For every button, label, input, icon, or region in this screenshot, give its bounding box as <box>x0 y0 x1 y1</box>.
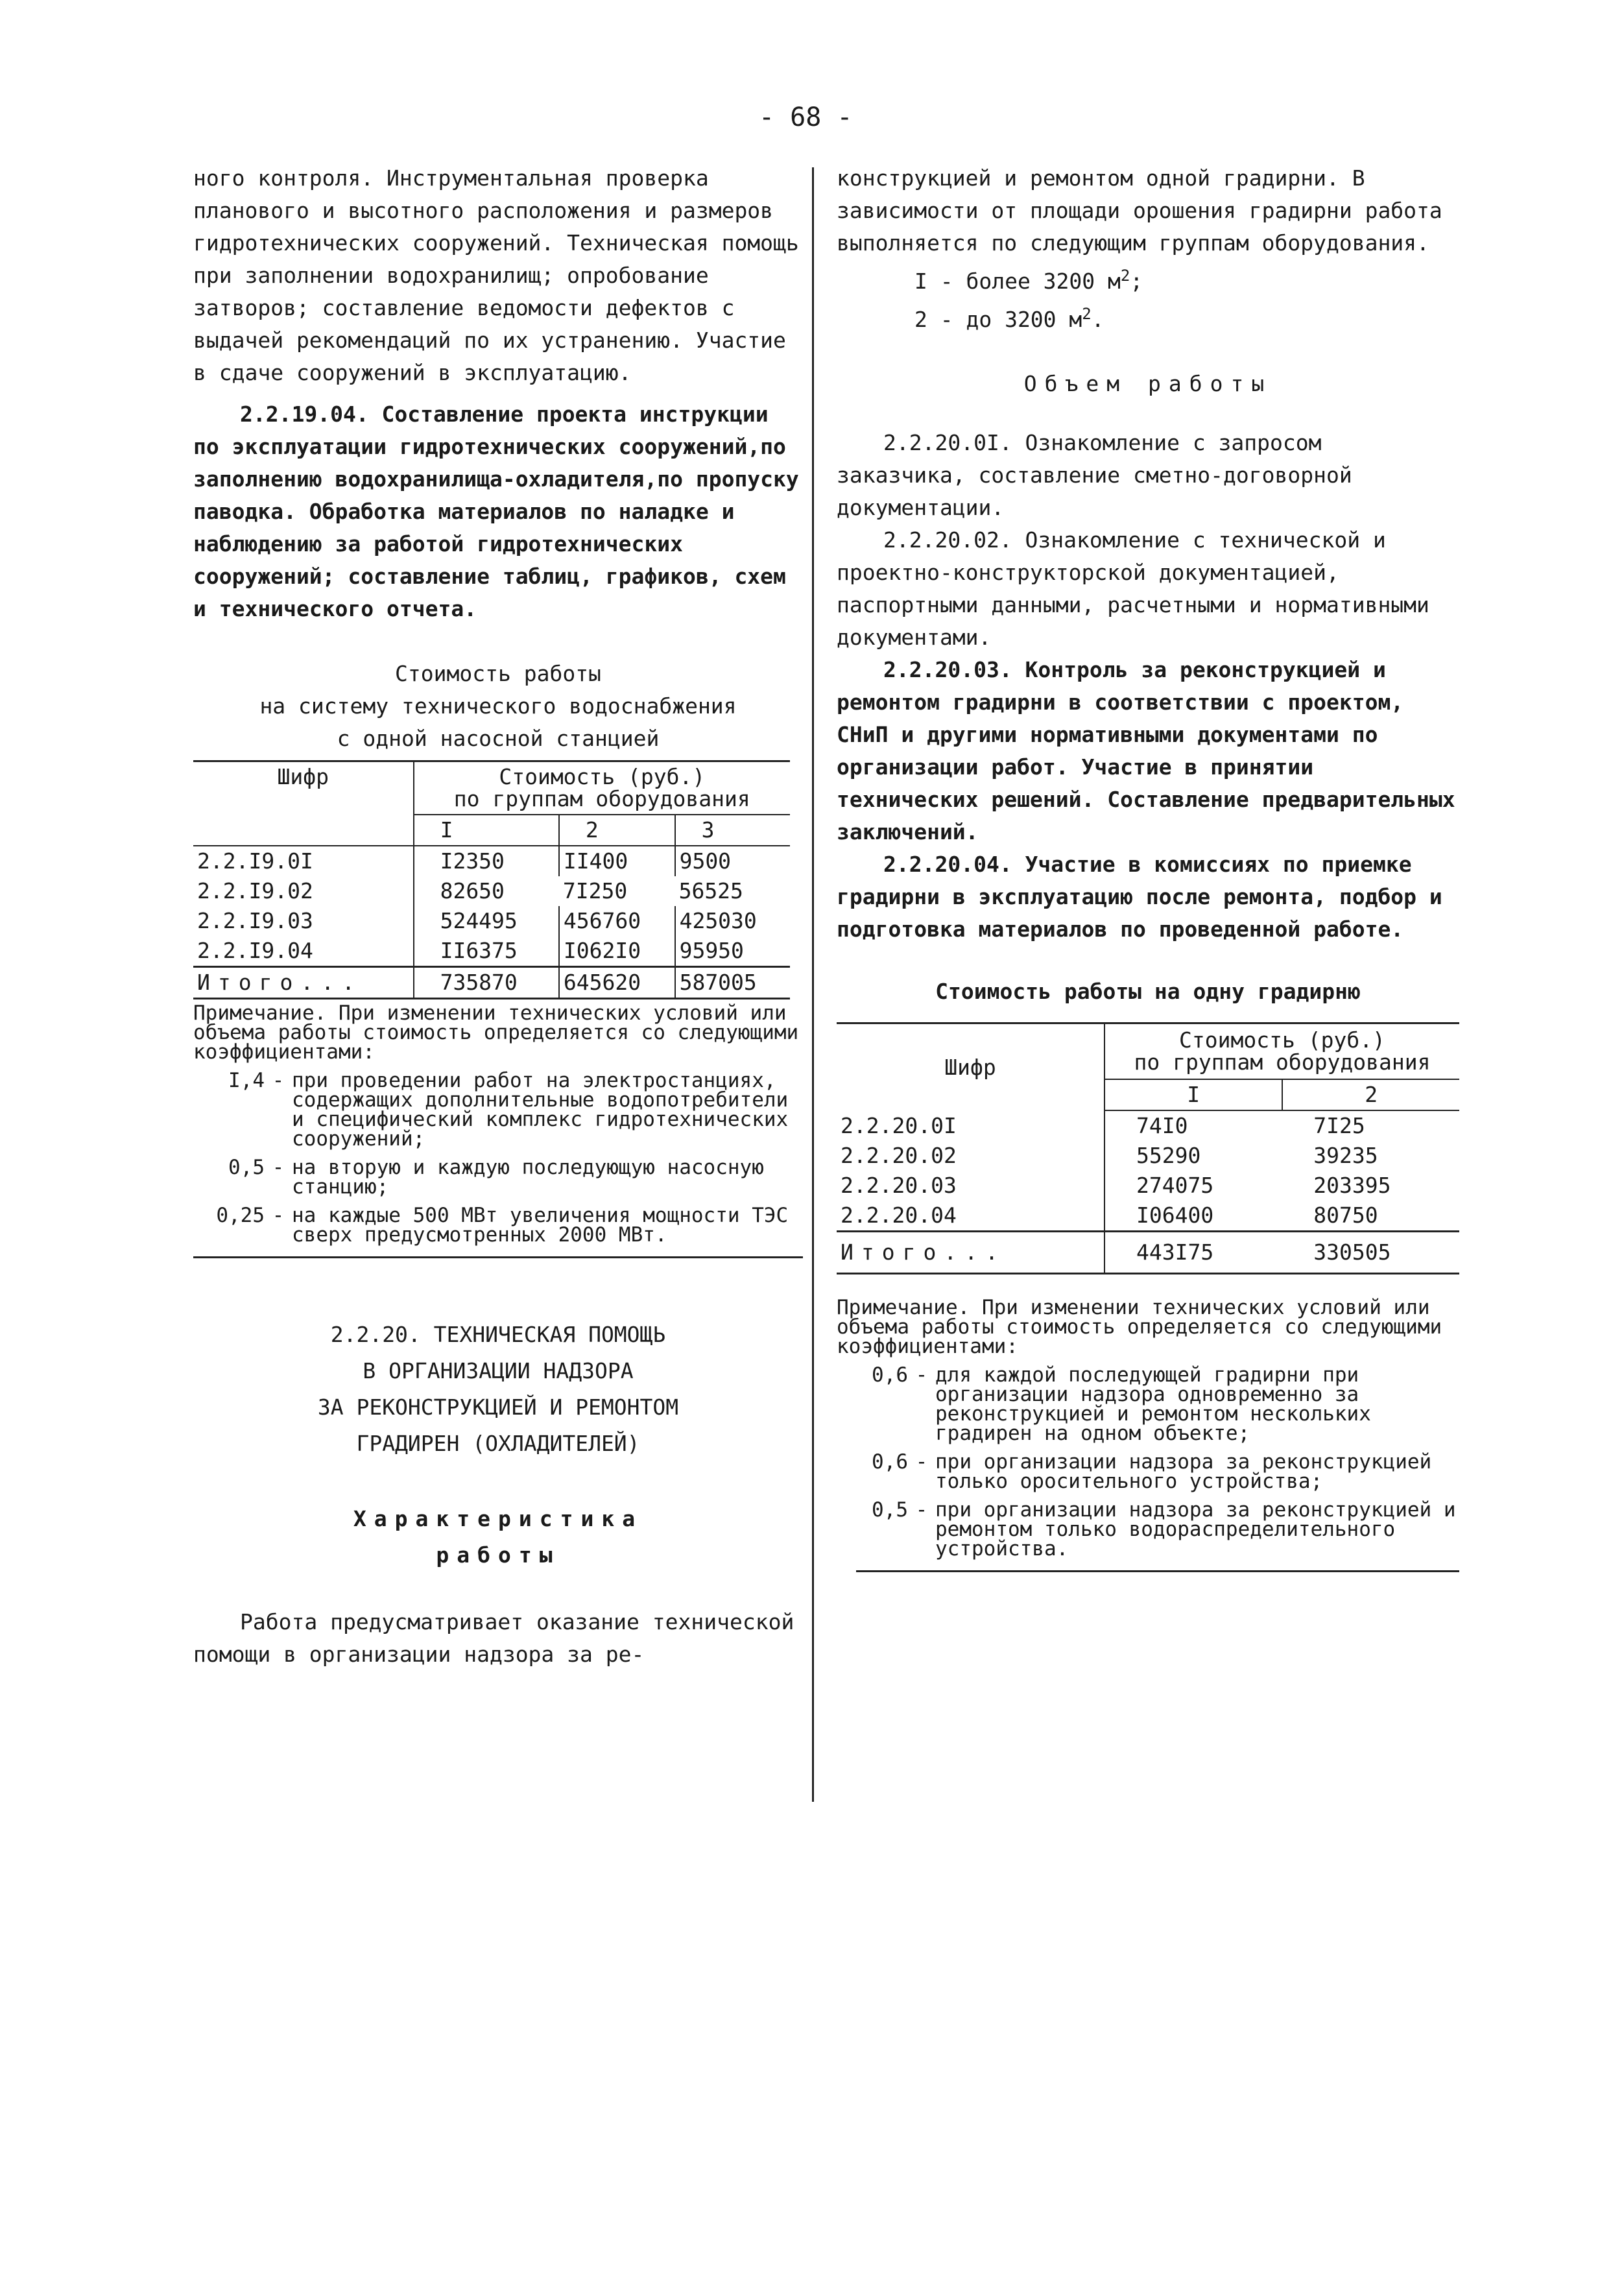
cost-table-pumping <box>193 760 790 999</box>
row-code: 2.2.20.02 <box>837 1141 1105 1171</box>
group-header: 3 <box>675 815 790 846</box>
total-label: Итого... <box>837 1232 1105 1274</box>
row-code: 2.2.20.03 <box>837 1171 1105 1201</box>
table-caption-1 <box>193 658 803 755</box>
note-item: 0,6 - для каждой последующей градирни при организации надзора одновременно за реконструкцией и ремонтом нескольких градирен на одном объекте; <box>837 1365 1459 1443</box>
heading-line: работы <box>436 1542 560 1568</box>
paragraph-continuation: конструкцией и ремонтом одной градирни. В зависимости от площади орошения градирни работа выполняется по следующим группам оборудования. <box>837 165 1442 256</box>
note-rule <box>856 1570 1459 1572</box>
row-value: II400 <box>559 846 675 876</box>
group-text: I - более 3200 м <box>914 269 1121 294</box>
section-title-line: 2.2.20. ТЕХНИЧЕСКАЯ ПОМОЩЬ <box>330 1322 666 1347</box>
paragraph-2-2-19-04: 2.2.19.04. Составление проекта инструкции по эксплуатации гидротехнических сооружений,по заполнению водохранилища-охладителя,по пропуску паводка. Обработка материалов по наладке и наблюдению за работой гидротехнических сооружений; составление таблиц, графиков, схем и технического отчета. <box>193 401 799 621</box>
coefficient: 0,5 <box>228 1156 265 1179</box>
note-item: 0,5 - на вторую и каждую последующую насосную станцию; <box>193 1158 803 1197</box>
row-value: 80750 <box>1313 1202 1378 1228</box>
row-value: I062I0 <box>559 936 675 967</box>
section-title <box>193 1317 803 1462</box>
row-value: 74I0 <box>1136 1113 1188 1138</box>
header-cost-line2: по группам оборудования <box>1134 1049 1431 1075</box>
table-total-row <box>193 967 790 999</box>
total-value: 735870 <box>414 967 559 999</box>
group-text: 2 - до 3200 м <box>914 307 1082 332</box>
row-value: 55290 <box>1136 1143 1201 1168</box>
note-item: 0,25 - на каждые 500 МВт увеличения мощности ТЭС сверх предусмотренных 2000 МВт. <box>193 1206 803 1245</box>
note-text: при организации надзора за реконструкцией и ремонтом только водораспределительного устройства. <box>935 1498 1456 1561</box>
group-line-1 <box>837 259 1459 298</box>
header-cost <box>414 761 790 815</box>
row-value: 7I250 <box>562 878 628 903</box>
coefficient: 0,6 <box>872 1450 908 1474</box>
group-text-end: ; <box>1130 269 1143 294</box>
row-value: 56525 <box>678 878 743 903</box>
total-value: 645620 <box>559 967 675 999</box>
total-label: Итого... <box>193 967 414 999</box>
superscript: 2 <box>1120 267 1130 285</box>
row-value: II6375 <box>440 938 518 963</box>
row-value: I06400 <box>1136 1202 1214 1228</box>
total-value: 587005 <box>675 967 790 999</box>
group-text-end: . <box>1091 307 1105 332</box>
section-title-line: В ОРГАНИЗАЦИИ НАДЗОРА <box>363 1358 634 1383</box>
row-value: 425030 <box>679 908 757 933</box>
column-divider <box>812 167 814 1802</box>
note-item: I,4 - при проведении работ на электростанциях, содержащих дополнительные водопотребители и специфический комплекс гидротехнических сооружений; <box>193 1071 803 1149</box>
table-total-row <box>837 1232 1459 1274</box>
superscript: 2 <box>1082 305 1092 323</box>
row-value: 274075 <box>1136 1173 1214 1198</box>
header-cost-line2: по группам оборудования <box>453 786 750 811</box>
total-value: 330505 <box>1282 1232 1459 1274</box>
note-text: на каждые 500 МВт увеличения мощности ТЭС сверх предусмотренных 2000 МВт. <box>292 1204 789 1247</box>
paragraph-2-2-20-02: 2.2.20.02. Ознакомление с технической и проектно-конструкторской документацией, паспортными данными, расчетными и нормативными документами. <box>837 527 1429 650</box>
table-row <box>837 1201 1459 1232</box>
row-value: 7I25 <box>1313 1113 1365 1138</box>
caption-line: на систему технического водоснабжения <box>259 693 737 719</box>
section-title-line: ГРАДИРЕН (ОХЛАДИТЕЛЕЙ) <box>356 1431 640 1456</box>
group-header: 2 <box>1282 1079 1459 1110</box>
cost-table-cooling-tower <box>837 1022 1459 1274</box>
row-value: 524495 <box>440 908 518 933</box>
row-value: I2350 <box>414 846 559 876</box>
table-caption-2: Стоимость работы на одну градирню <box>935 979 1361 1004</box>
table-row <box>837 1171 1459 1201</box>
heading-line: Характеристика <box>353 1506 643 1531</box>
row-code: 2.2.I9.04 <box>193 936 414 967</box>
row-value: 9500 <box>675 846 790 876</box>
table-row <box>837 1141 1459 1171</box>
note-item: 0,5 - при организации надзора за реконструкцией и ремонтом только водораспределительного устройства. <box>837 1500 1459 1559</box>
row-value: 39235 <box>1313 1143 1378 1168</box>
coefficient: 0,25 <box>216 1204 265 1227</box>
row-code: 2.2.I9.03 <box>193 906 414 936</box>
caption-line: Стоимость работы <box>395 661 601 686</box>
paragraph-work: Работа предусматривает оказание технической помощи в организации надзора за ре- <box>193 1609 794 1667</box>
section-title-line: ЗА РЕКОНСТРУКЦИЕЙ И РЕМОНТОМ <box>317 1394 679 1420</box>
note-text: при организации надзора за реконструкцией только оросительного устройства; <box>935 1450 1432 1493</box>
header-code: Шифр <box>193 761 414 846</box>
characteristic-heading <box>193 1501 803 1573</box>
note-text: на вторую и каждую последующую насосную станцию; <box>292 1156 764 1199</box>
note-item: 0,6 - при организации надзора за реконструкцией только оросительного устройства; <box>837 1452 1459 1491</box>
group-header: 2 <box>559 815 675 846</box>
row-value: 456760 <box>559 906 675 936</box>
coefficient: I,4 <box>228 1069 265 1092</box>
note-intro: Примечание. При изменении технических условий или объема работы стоимость определяется со следующими коэффициентами: <box>837 1296 1442 1358</box>
table-row <box>837 1110 1459 1141</box>
note-rule <box>193 1256 803 1258</box>
coefficient: 0,6 <box>872 1363 908 1387</box>
paragraph-2-2-20-04: 2.2.20.04. Участие в комиссиях по приемке градирни в эксплуатацию после ремонта, подбор и подготовка материалов по проведенной работе. <box>837 852 1442 942</box>
right-column <box>837 162 1459 1572</box>
caption-line: с одной насосной станцией <box>337 726 660 751</box>
row-code: 2.2.I9.0I <box>193 846 414 876</box>
table-row <box>193 876 790 906</box>
paragraph-2-2-20-01: 2.2.20.0I. Ознакомление с запросом заказчика, составление сметно-договорной документации. <box>837 430 1352 520</box>
paragraph-continuation: ного контроля. Инструментальная проверка планового и высотного расположения и размеров гидротехнических сооружений. Техническая помощь при заполнении водохранилищ; опробование затворов; составление ведомости дефектов с выдачей рекомендаций по их устранению. Участие в сдаче сооружений в эксплуатацию. <box>193 165 799 385</box>
table-row <box>193 936 790 967</box>
note-intro: Примечание. При изменении технических условий или объема работы стоимость определяется со следующими коэффициентами: <box>193 1001 799 1064</box>
table-row <box>193 906 790 936</box>
row-value: 82650 <box>440 878 505 903</box>
coefficient: 0,5 <box>872 1498 908 1522</box>
header-cost-line1: Стоимость (руб.) <box>499 764 706 789</box>
header-cost <box>1105 1023 1459 1080</box>
header-code: Шифр <box>837 1023 1105 1111</box>
row-code: 2.2.I9.02 <box>193 876 414 906</box>
group-header: I <box>414 815 559 846</box>
row-value: 203395 <box>1313 1173 1391 1198</box>
group-line-2 <box>837 298 1459 336</box>
row-code: 2.2.20.0I <box>837 1110 1105 1141</box>
volume-heading: Объем работы <box>1023 371 1272 396</box>
paragraph-2-2-20-03: 2.2.20.03. Контроль за реконструкцией и ремонтом градирни в соответствии с проектом, СНиП и другими нормативными документами по организации работ. Участие в принятии технических решений. Составление предварительных заключений. <box>837 657 1455 844</box>
page-number: - 68 - <box>759 102 853 132</box>
row-value: 95950 <box>679 938 744 963</box>
group-header: I <box>1105 1079 1282 1110</box>
note-text: для каждой последующей градирни при организации надзора одновременно за реконструкцией и ремонтом нескольких градирен на одном объекте; <box>935 1363 1371 1445</box>
left-column <box>193 162 803 1671</box>
header-cost-line1: Стоимость (руб.) <box>1179 1027 1385 1053</box>
total-value: 443I75 <box>1105 1232 1282 1274</box>
table-row <box>193 846 790 876</box>
note-text: при проведении работ на электростанциях, содержащих дополнительные водопотребители и специфический комплекс гидротехнических сооружений; <box>292 1069 789 1151</box>
row-code: 2.2.20.04 <box>837 1201 1105 1232</box>
